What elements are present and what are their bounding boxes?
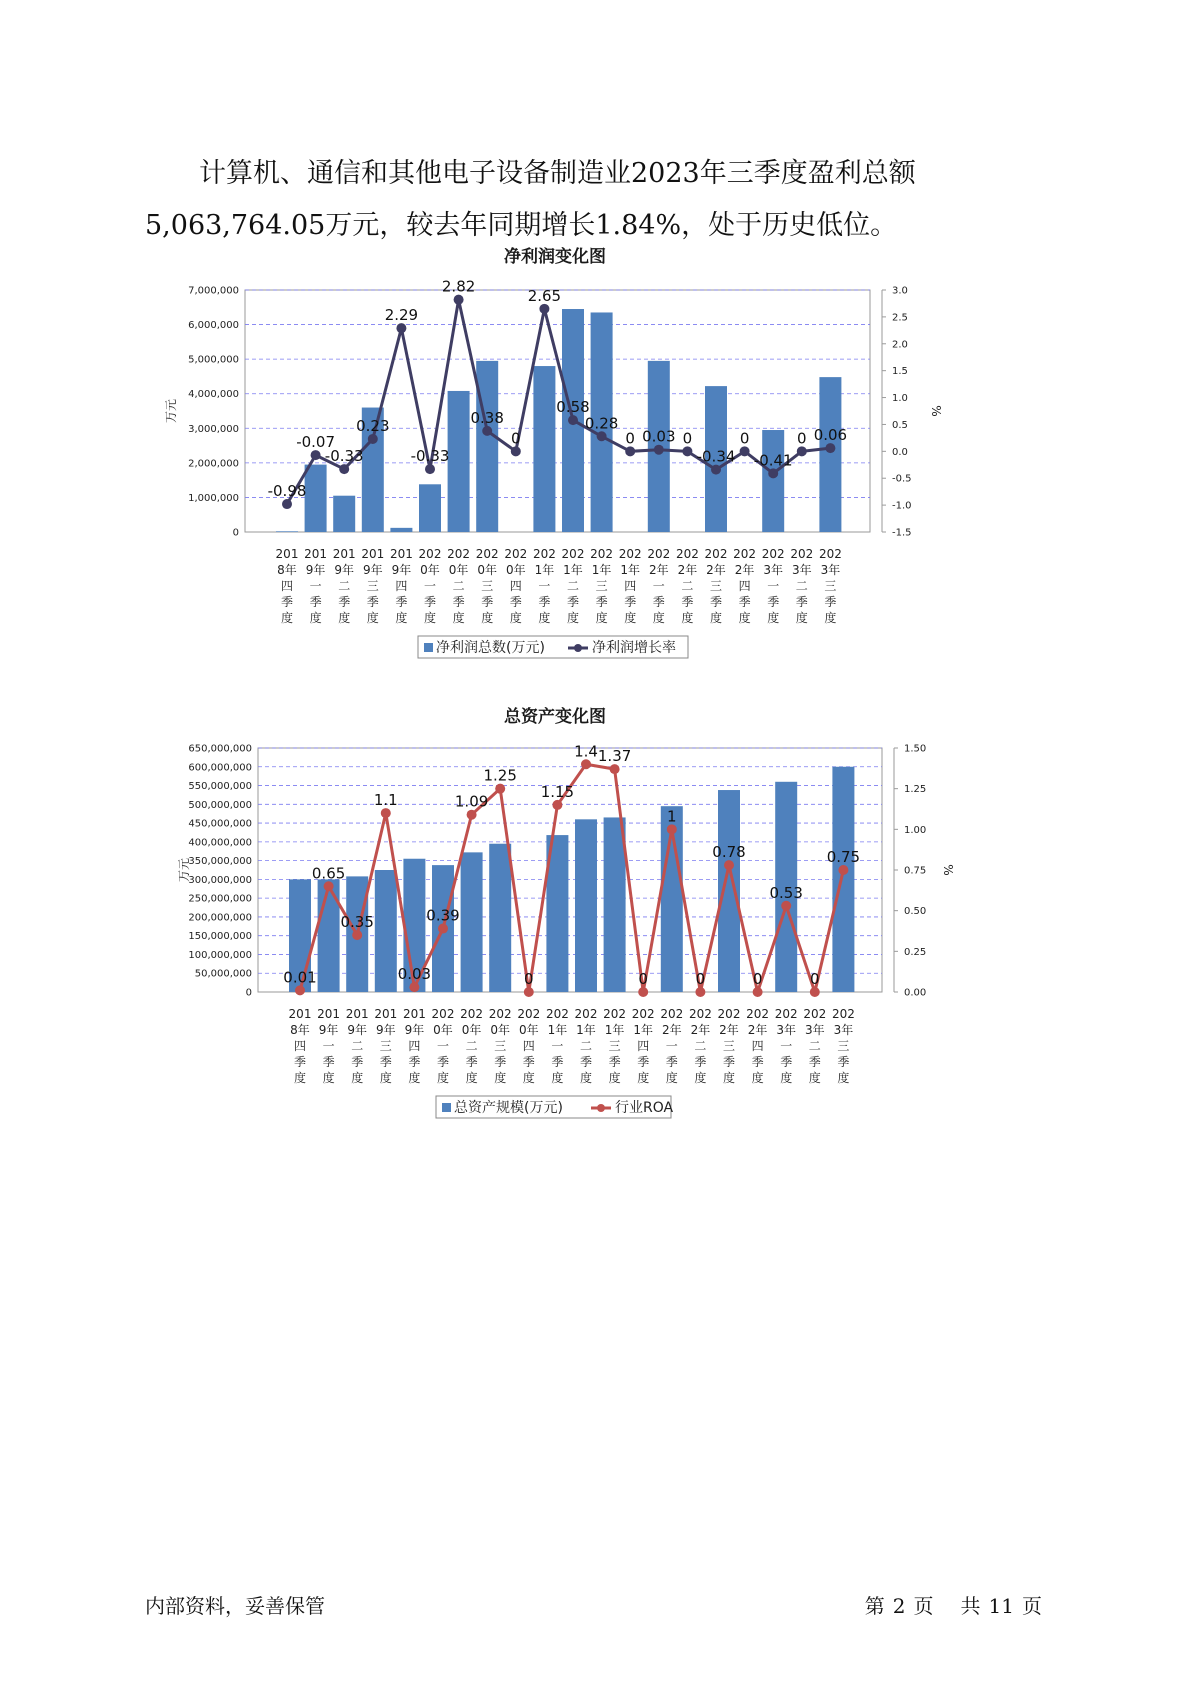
data-label: -0.41 — [753, 451, 793, 470]
line-point — [381, 808, 391, 818]
y2-tick-label: 1.5 — [892, 366, 908, 378]
bar — [390, 528, 412, 532]
line-point — [838, 865, 848, 875]
legend-line-marker — [597, 1104, 605, 1112]
line-point — [711, 465, 721, 475]
y2-tick-label: 1.25 — [904, 784, 927, 796]
line-point — [797, 446, 807, 456]
x-tick-label: 202 2年一季度 — [647, 547, 671, 625]
y2-tick-label: -0.5 — [892, 473, 912, 485]
line-point — [581, 759, 591, 769]
line-point — [625, 446, 635, 456]
y2-tick-label: 2.0 — [892, 339, 908, 351]
data-label: 0 — [695, 970, 706, 988]
data-label: 0.65 — [311, 864, 346, 883]
bar — [448, 391, 470, 532]
line-point — [438, 924, 448, 934]
x-tick-label: 202 0年三季度 — [475, 547, 499, 625]
y-tick-label: 4,000,000 — [188, 389, 239, 401]
bar — [375, 870, 397, 992]
data-label: 0.38 — [470, 408, 504, 427]
data-label: 0 — [682, 429, 693, 448]
data-label: -0.33 — [410, 447, 450, 466]
y2-tick-label: 1.50 — [904, 743, 927, 755]
legend-bar-label: 总资产规模(万元) — [454, 1100, 563, 1116]
legend-line-label: 行业ROA — [615, 1100, 674, 1116]
bar — [533, 366, 555, 532]
line-point — [396, 323, 406, 333]
summary-paragraph — [145, 148, 1045, 252]
chart-title: 净利润变化图 — [504, 247, 606, 267]
x-tick-label: 202 1年二季度 — [561, 547, 585, 625]
line-point — [724, 860, 734, 870]
legend-bar-label: 净利润总数(万元) — [436, 640, 545, 656]
y-tick-label: 100,000,000 — [188, 949, 252, 961]
data-label: 1.1 — [373, 791, 398, 810]
y2-tick-label: 0.0 — [892, 446, 908, 458]
line-point — [339, 464, 349, 474]
y-tick-label: 400,000,000 — [188, 837, 252, 849]
y-tick-label: 50,000,000 — [194, 968, 252, 980]
bar — [489, 844, 511, 992]
data-label: 0.01 — [283, 968, 317, 987]
x-tick-label: 201 9年一季度 — [317, 1007, 341, 1085]
bar — [305, 465, 327, 532]
data-label: -0.07 — [296, 433, 336, 452]
x-tick-label: 202 3年一季度 — [761, 547, 785, 625]
legend-line-label: 净利润增长率 — [592, 640, 676, 656]
data-label: -0.98 — [267, 482, 307, 501]
y2-axis-label: % — [941, 864, 955, 876]
data-label: 0 — [797, 429, 807, 448]
data-label: 0.06 — [813, 426, 848, 445]
y-tick-label: 6,000,000 — [188, 320, 239, 332]
x-tick-label: 202 1年二季度 — [574, 1007, 598, 1085]
x-tick-label: 202 0年四季度 — [517, 1007, 541, 1085]
y-tick-label: 200,000,000 — [188, 912, 252, 924]
data-label: 0 — [739, 429, 750, 448]
y-tick-label: 2,000,000 — [188, 458, 239, 470]
data-label: 0.28 — [584, 414, 619, 433]
total-suffix: 页 — [1022, 1594, 1042, 1618]
line-point — [810, 987, 820, 997]
x-tick-label: 201 9年四季度 — [389, 547, 413, 625]
line-point — [495, 784, 505, 794]
line-point — [568, 415, 578, 425]
bar — [461, 852, 483, 992]
line-point — [740, 446, 750, 456]
x-tick-label: 201 8年四季度 — [288, 1007, 312, 1085]
footer-confidential: 内部资料，妥善保管 — [145, 1594, 325, 1618]
line-point — [425, 464, 435, 474]
data-label: 1.4 — [574, 742, 598, 761]
net-profit-chart — [0, 240, 1191, 680]
x-tick-label: 201 9年二季度 — [345, 1007, 369, 1085]
line-point — [825, 443, 835, 453]
data-label: 0 — [810, 970, 820, 988]
x-tick-label: 202 1年三季度 — [590, 547, 614, 625]
bar — [419, 484, 441, 532]
x-tick-label: 202 0年二季度 — [460, 1007, 484, 1085]
y2-tick-label: -1.5 — [892, 527, 912, 539]
data-label: 0 — [625, 429, 635, 448]
total-pages: 11 — [988, 1594, 1014, 1618]
y2-tick-label: 1.00 — [904, 824, 927, 836]
data-label: 1 — [667, 807, 677, 826]
line-point — [295, 985, 305, 995]
line-point — [524, 987, 534, 997]
y2-tick-label: 1.0 — [892, 393, 908, 405]
data-label: 0.03 — [642, 427, 676, 446]
page-label-suffix: 页 — [913, 1594, 934, 1618]
summary-text: 计算机、通信和其他电子设备制造业2023年三季度盈利总额5,063,764.05万元，较去年同期增长1.84%，处于历史低位。 — [145, 158, 916, 241]
data-label: 1.15 — [540, 782, 575, 801]
line-point — [352, 930, 362, 940]
x-tick-label: 201 9年二季度 — [332, 547, 356, 625]
line-point — [597, 431, 607, 441]
y2-tick-label: 0.25 — [904, 946, 927, 958]
data-label: 0.35 — [340, 913, 374, 932]
x-tick-label: 202 3年二季度 — [803, 1007, 827, 1085]
data-label: 0.58 — [556, 398, 590, 417]
y-tick-label: 350,000,000 — [188, 856, 252, 868]
data-label: 0.53 — [769, 883, 803, 902]
x-tick-label: 202 3年三季度 — [831, 1007, 855, 1085]
x-tick-label: 202 2年二季度 — [675, 547, 699, 625]
bar — [832, 767, 854, 992]
total-assets-chart — [0, 700, 1191, 1140]
data-label: 0.39 — [426, 906, 460, 925]
line-point — [638, 987, 648, 997]
bar — [318, 879, 340, 992]
x-tick-label: 202 2年四季度 — [733, 547, 757, 625]
data-label: 2.29 — [384, 306, 419, 325]
y-tick-label: 500,000,000 — [188, 799, 252, 811]
line-point — [610, 764, 620, 774]
x-tick-label: 202 2年三季度 — [704, 547, 728, 625]
x-tick-label: 201 9年三季度 — [374, 1007, 398, 1085]
y2-tick-label: 0.75 — [904, 865, 927, 877]
data-label: 1.09 — [454, 792, 489, 811]
data-label: 0.75 — [826, 848, 861, 866]
footer-page-info — [861, 1590, 1046, 1619]
line-point — [324, 881, 334, 891]
data-label: 0 — [638, 970, 648, 988]
y-tick-label: 600,000,000 — [188, 762, 252, 774]
data-label: 1.37 — [597, 747, 632, 766]
x-tick-label: 202 2年四季度 — [746, 1007, 770, 1085]
legend-line-marker — [574, 644, 582, 652]
y-tick-label: 250,000,000 — [188, 893, 252, 905]
bar — [476, 361, 498, 532]
data-label: 1.25 — [483, 766, 517, 785]
line-point — [667, 824, 677, 834]
line-point — [695, 987, 705, 997]
line-point — [409, 982, 419, 992]
y-tick-label: 5,000,000 — [188, 354, 239, 366]
y-axis-label: 万元 — [164, 398, 178, 424]
legend-bar-swatch — [442, 1103, 451, 1112]
x-tick-label: 201 9年一季度 — [304, 547, 328, 625]
x-tick-label: 202 1年一季度 — [545, 1007, 569, 1085]
bar — [819, 377, 841, 532]
line-point — [467, 810, 477, 820]
y-tick-label: 3,000,000 — [188, 423, 239, 435]
data-label: 2.82 — [441, 277, 476, 296]
x-tick-label: 202 1年四季度 — [618, 547, 642, 625]
data-label: 0 — [752, 970, 763, 988]
data-label: -0.34 — [696, 447, 736, 466]
x-tick-label: 202 2年二季度 — [688, 1007, 712, 1085]
bar — [333, 496, 355, 532]
y2-tick-label: 0.00 — [904, 987, 927, 999]
data-label: 0.03 — [397, 965, 432, 984]
line-point — [682, 446, 692, 456]
line-point — [368, 434, 378, 444]
line-point — [552, 800, 562, 810]
y-tick-label: 550,000,000 — [188, 781, 252, 793]
x-tick-label: 202 0年二季度 — [447, 547, 471, 625]
legend-bar-swatch — [424, 643, 433, 652]
y-tick-label: 300,000,000 — [188, 874, 252, 886]
x-tick-label: 202 0年四季度 — [504, 547, 528, 625]
data-label: 2.65 — [527, 286, 562, 305]
y2-tick-label: 0.5 — [892, 419, 908, 431]
y2-tick-label: 3.0 — [892, 285, 908, 297]
data-label: -0.33 — [324, 447, 364, 466]
page-label-prefix: 第 — [864, 1594, 885, 1618]
y2-axis-label: % — [929, 405, 943, 417]
x-tick-label: 202 1年三季度 — [603, 1007, 627, 1085]
y-tick-label: 0 — [232, 527, 239, 539]
page-number: 2 — [892, 1594, 906, 1618]
chart-title: 总资产变化图 — [504, 707, 606, 727]
line-point — [768, 468, 778, 478]
line-point — [511, 446, 521, 456]
y-axis-label: 万元 — [177, 857, 191, 883]
x-tick-label: 202 3年二季度 — [790, 547, 814, 625]
x-tick-label: 202 2年一季度 — [660, 1007, 684, 1085]
y-tick-label: 7,000,000 — [188, 285, 239, 297]
x-tick-label: 201 9年四季度 — [402, 1007, 426, 1085]
x-tick-label: 202 3年三季度 — [818, 547, 842, 625]
x-tick-label: 202 0年三季度 — [488, 1007, 512, 1085]
bar — [604, 817, 626, 992]
x-tick-label: 201 9年三季度 — [361, 547, 385, 625]
line-point — [482, 426, 492, 436]
line-point — [282, 499, 292, 509]
line-point — [539, 304, 549, 314]
x-tick-label: 202 1年四季度 — [631, 1007, 655, 1085]
data-label: 0.78 — [712, 843, 746, 862]
x-tick-label: 202 0年一季度 — [418, 547, 442, 625]
bar — [718, 790, 740, 992]
y-tick-label: 450,000,000 — [188, 818, 252, 830]
x-tick-label: 202 3年一季度 — [774, 1007, 798, 1085]
x-tick-label: 202 0年一季度 — [431, 1007, 455, 1085]
data-label: 0 — [511, 429, 521, 448]
line-point — [311, 450, 321, 460]
y-tick-label: 0 — [245, 987, 252, 999]
x-tick-label: 201 8年四季度 — [275, 547, 299, 625]
line-point — [781, 901, 791, 911]
bar — [762, 430, 784, 532]
data-label: 0 — [524, 970, 534, 988]
bar — [575, 819, 597, 992]
line-point — [753, 987, 763, 997]
line-point — [654, 445, 664, 455]
y2-tick-label: -1.0 — [892, 500, 912, 512]
y-tick-label: 150,000,000 — [188, 931, 252, 943]
y2-tick-label: 2.5 — [892, 312, 908, 324]
total-prefix: 共 — [960, 1594, 981, 1618]
x-tick-label: 202 1年一季度 — [532, 547, 556, 625]
x-tick-label: 202 2年三季度 — [717, 1007, 741, 1085]
y-tick-label: 1,000,000 — [188, 492, 239, 504]
y-tick-label: 650,000,000 — [188, 743, 252, 755]
y2-tick-label: 0.50 — [904, 906, 927, 918]
bar — [276, 531, 298, 532]
line-point — [454, 295, 464, 305]
data-label: 0.23 — [356, 416, 390, 435]
